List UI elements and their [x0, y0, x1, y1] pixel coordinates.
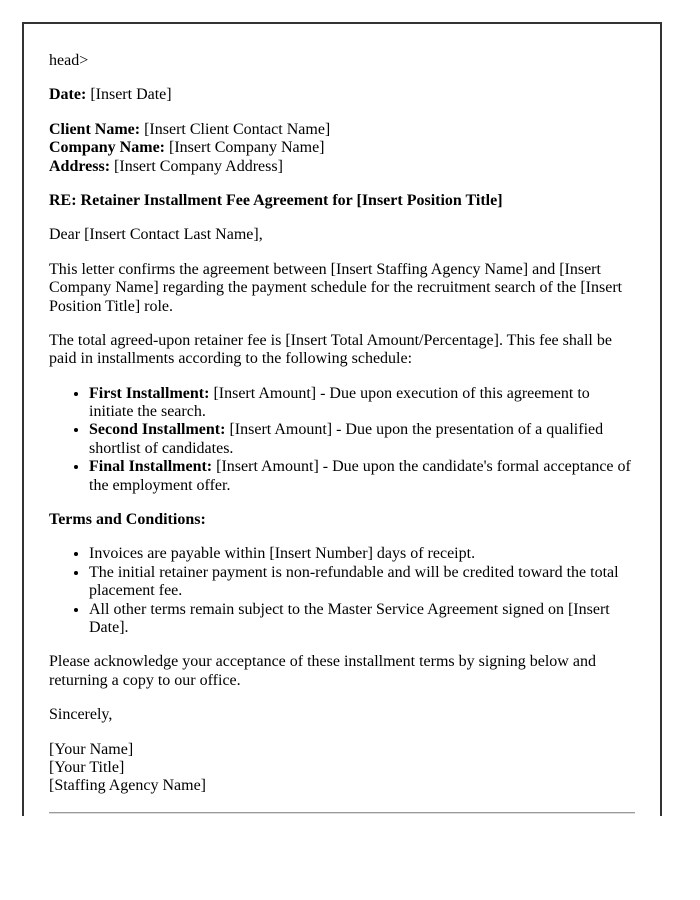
installment-text: [Insert Amount] - Due upon the candidate's formal acceptance of the employment offer. — [89, 458, 631, 494]
signature-agency: [Staffing Agency Name] — [49, 777, 206, 795]
address-label: Address: — [49, 157, 111, 175]
salutation: Dear [Insert Contact Last Name], — [49, 226, 263, 244]
signature-name: [Your Name] — [49, 740, 134, 758]
signature-title: [Your Title] — [49, 758, 125, 776]
installment-text: [Insert Amount] - Due upon execution of this agreement to initiate the search. — [89, 384, 590, 421]
paragraph-fee-schedule: The total agreed-upon retainer fee is [Insert Total Amount/Percentage]. This fee shall be paid in installments according to the following schedule: — [49, 331, 612, 368]
installments-list — [49, 385, 635, 495]
paragraph-agreement: This letter confirms the agreement between [Insert Staffing Agency Name] and [Insert Company Name] regarding the payment schedule for the recruitment search of the [Insert Position Title] role. — [49, 260, 623, 315]
date-line — [49, 86, 635, 104]
terms-item-invoices: • Invoices are payable within [Insert Number] days of receipt. — [89, 545, 635, 563]
subject-line: RE: Retainer Installment Fee Agreement for [Insert Position Title] — [49, 191, 503, 209]
date-value: [Insert Date] — [90, 86, 172, 104]
installment-label: First Installment: — [89, 384, 210, 402]
installment-text: [Insert Amount] - Due upon the presentation of a qualified shortlist of candidates. — [89, 421, 604, 457]
stray-markup-text: head> — [49, 52, 89, 69]
company-name-label: Company Name: — [49, 139, 165, 157]
client-name-label: Client Name: — [49, 120, 141, 138]
terms-list — [49, 545, 635, 637]
terms-heading: Terms and Conditions: — [49, 511, 206, 529]
installment-label: Final Installment: — [89, 458, 213, 476]
address-value: [Insert Company Address] — [114, 157, 283, 175]
closing: Sincerely, — [49, 706, 113, 724]
company-name-value: [Insert Company Name] — [169, 139, 325, 157]
installment-item-first — [89, 385, 635, 422]
signature-rule — [49, 812, 635, 814]
installment-label: Second Installment: — [89, 421, 226, 439]
installment-item-final — [89, 458, 635, 495]
recipient-block — [49, 121, 635, 176]
signature-block — [49, 741, 635, 796]
letter-page — [22, 22, 662, 816]
terms-item-nonrefundable: • The initial retainer payment is non-refundable and will be credited toward the total placement fee. — [89, 564, 635, 601]
date-label: Date: — [49, 86, 87, 104]
paragraph-acknowledge: Please acknowledge your acceptance of these installment terms by signing below and returning a copy to our office. — [49, 653, 596, 689]
terms-item-master-agreement: • All other terms remain subject to the Master Service Agreement signed on [Insert Date]. — [89, 601, 635, 638]
installment-item-second — [89, 421, 635, 458]
client-name-value: [Insert Client Contact Name] — [144, 120, 331, 138]
